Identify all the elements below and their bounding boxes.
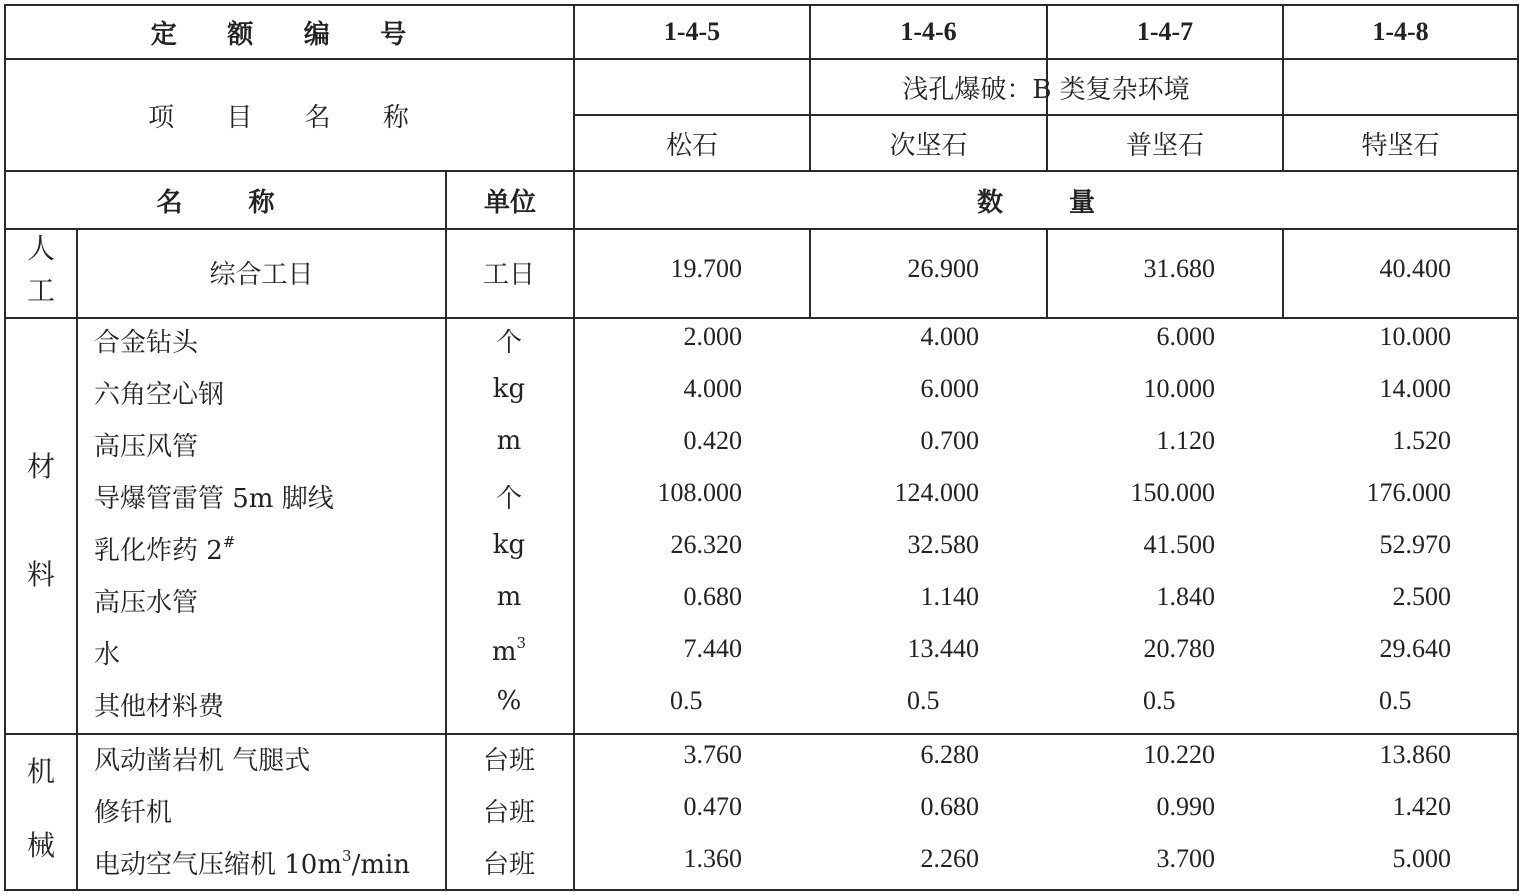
quantity-value: 1.420 xyxy=(1392,792,1451,821)
subtype-2: 次坚石 xyxy=(889,130,968,161)
item-unit-text: 工日 xyxy=(482,260,535,290)
quantity-value: 10.000 xyxy=(1379,322,1451,351)
quantity-value: 6.000 xyxy=(1156,322,1215,351)
item-name-superscript: # xyxy=(222,533,236,551)
item-unit-text: m xyxy=(496,426,522,456)
item-name-text: 电动空气压缩机 10m xyxy=(94,850,343,880)
item-name xyxy=(94,740,310,777)
quantity-value: 3.760 xyxy=(683,740,742,769)
subtype-3: 普坚石 xyxy=(1125,130,1204,161)
item-name-text: 高压风管 xyxy=(94,432,199,462)
item-name xyxy=(94,792,172,829)
category-char: 人 xyxy=(26,232,55,265)
quantity-value: 0.680 xyxy=(920,792,979,821)
quota-code-2: 1-4-6 xyxy=(900,17,957,46)
item-name xyxy=(78,254,445,291)
quantity-value: 6.000 xyxy=(920,374,979,403)
quantity-value: 13.440 xyxy=(907,634,979,663)
quantity-value: 40.400 xyxy=(1379,254,1451,283)
item-unit-text: 台班 xyxy=(482,850,535,880)
quantity-value: 6.280 xyxy=(920,740,979,769)
quantity-value: 14.000 xyxy=(1379,374,1451,403)
quantity-value: 0.5 xyxy=(670,686,703,715)
quantity-value: 0.700 xyxy=(920,426,979,455)
category-machinery xyxy=(6,755,76,863)
quota-code-3: 1-4-7 xyxy=(1136,17,1194,46)
quantity-value: 0.680 xyxy=(683,582,742,611)
category-char: 机 xyxy=(26,755,55,788)
item-name xyxy=(94,582,198,619)
name-column-header: 名 称 xyxy=(156,187,295,217)
category-char: 工 xyxy=(26,274,55,307)
item-name-text: 水 xyxy=(94,640,121,670)
quantity-value: 1.140 xyxy=(920,582,979,611)
item-unit-text: 台班 xyxy=(482,798,535,828)
quantity-value: 41.500 xyxy=(1143,530,1215,559)
quantity-value: 26.320 xyxy=(670,530,742,559)
item-name-text: 修钎机 xyxy=(94,798,173,828)
item-name-text: 导爆管雷管 5m 脚线 xyxy=(94,484,334,514)
item-name-text: 合金钻头 xyxy=(94,328,199,358)
quantity-value: 2.000 xyxy=(683,322,742,351)
item-unit-text: 个 xyxy=(495,328,522,358)
item-name-text: 乳化炸药 2 xyxy=(94,536,223,566)
item-name xyxy=(94,374,224,411)
quantity-value: 108.000 xyxy=(657,478,742,507)
item-unit-superscript: 3 xyxy=(516,634,527,652)
item-unit-text: 台班 xyxy=(482,746,535,776)
quantity-value: 1.360 xyxy=(683,844,742,873)
item-unit-text: kg xyxy=(492,374,526,404)
item-name-text: 高压水管 xyxy=(94,588,199,618)
category-char: 材 xyxy=(26,450,55,483)
quantity-value: 19.700 xyxy=(670,254,742,283)
quantity-value: 124.000 xyxy=(894,478,979,507)
item-name xyxy=(94,426,198,463)
item-name-text: 风动凿岩机 气腿式 xyxy=(94,746,311,776)
quantity-value: 7.440 xyxy=(683,634,742,663)
quantity-value: 0.420 xyxy=(683,426,742,455)
category-materials xyxy=(6,450,76,592)
quantity-value: 1.120 xyxy=(1156,426,1215,455)
item-name xyxy=(94,322,198,359)
item-name-suffix: /min xyxy=(351,850,411,880)
category-char: 械 xyxy=(26,829,55,862)
quantity-value: 176.000 xyxy=(1366,478,1451,507)
quantity-value: 2.500 xyxy=(1392,582,1451,611)
quota-code-4: 1-4-8 xyxy=(1372,17,1429,46)
quantity-value: 0.990 xyxy=(1156,792,1215,821)
item-unit xyxy=(447,686,571,716)
item-unit-text: 个 xyxy=(495,484,522,514)
item-name-superscript: 3 xyxy=(342,847,352,865)
quantity-value: 32.580 xyxy=(907,530,979,559)
quantity-value: 52.970 xyxy=(1379,530,1451,559)
project-name-label: 项 目 名 称 xyxy=(148,102,431,133)
category-char: 料 xyxy=(26,558,55,591)
item-unit-text: m xyxy=(491,637,517,667)
quantity-column-header: 数 量 xyxy=(976,187,1115,217)
quantity-value: 31.680 xyxy=(1143,254,1215,283)
quantity-value: 0.5 xyxy=(1143,686,1176,715)
quota-code-1: 1-4-5 xyxy=(663,17,721,46)
subtype-1: 松石 xyxy=(665,130,718,161)
quantity-value: 10.000 xyxy=(1143,374,1215,403)
quantity-value: 20.780 xyxy=(1143,634,1215,663)
quantity-value: 0.5 xyxy=(1379,686,1412,715)
item-name-text: 其他材料费 xyxy=(94,692,225,722)
quantity-value: 1.840 xyxy=(1156,582,1215,611)
quantity-value: 10.220 xyxy=(1143,740,1215,769)
quantity-value: 150.000 xyxy=(1130,478,1215,507)
item-name xyxy=(94,634,120,671)
item-unit-text: % xyxy=(496,686,522,716)
quantity-value: 5.000 xyxy=(1392,844,1451,873)
quantity-value: 0.470 xyxy=(683,792,742,821)
item-unit-text: m xyxy=(496,582,522,612)
item-name xyxy=(94,844,410,881)
quantity-value: 0.5 xyxy=(907,686,940,715)
quantity-value: 3.700 xyxy=(1156,844,1215,873)
quantity-value: 2.260 xyxy=(920,844,979,873)
quantity-value: 1.520 xyxy=(1392,426,1451,455)
item-name xyxy=(94,530,235,567)
subtype-4: 特坚石 xyxy=(1361,130,1440,161)
quantity-value: 29.640 xyxy=(1379,634,1451,663)
quota-number-label: 定 额 编 号 xyxy=(150,19,429,49)
group-title: 浅孔爆破：B 类复杂环境 xyxy=(902,74,1190,105)
item-name xyxy=(94,686,224,723)
quantity-value: 4.000 xyxy=(920,322,979,351)
item-unit-text: kg xyxy=(492,530,526,560)
quantity-value: 4.000 xyxy=(683,374,742,403)
unit-column-header: 单位 xyxy=(483,187,536,217)
category-labor xyxy=(6,232,76,308)
quantity-value: 13.860 xyxy=(1379,740,1451,769)
item-name-text: 六角空心钢 xyxy=(94,380,225,410)
item-name xyxy=(94,478,334,515)
item-name-text: 综合工日 xyxy=(209,260,314,290)
quantity-value: 26.900 xyxy=(907,254,979,283)
